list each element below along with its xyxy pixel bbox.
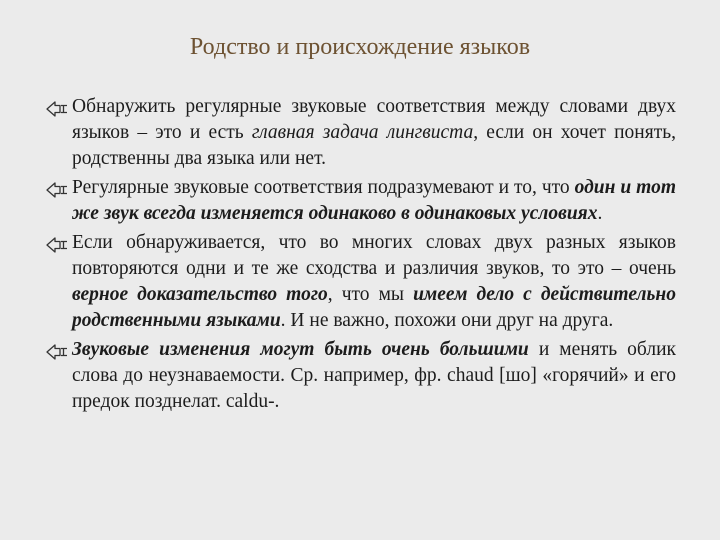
bullet-text: . [597,203,603,224]
bullet-arrow-icon [46,99,68,115]
bullet-item [46,175,676,227]
bullet-arrow-icon [46,235,68,251]
bullet-text: . И не важно, похожи они друг на друга. [280,310,614,331]
slide-title: Родство и происхождение языков [189,34,531,60]
emphasis-text: Звуковые изменения могут быть очень большими [72,339,529,360]
emphasis-text: главная задача лингвиста [251,122,474,143]
emphasis-text: один и тот же звук всегда изменяется одинаково в одинаковых условиях [72,177,677,224]
bullet-text: , если он хочет понять, родственны два языка или нет. [72,122,677,169]
emphasis-text: имеем дело с действительно родственными языками [72,284,676,331]
bullet-text: Обнаружить регулярные звуковые соответствия между словами двух языков – это и есть [72,96,676,143]
bullet-list [46,94,676,418]
bullet-arrow-icon [46,342,68,358]
bullet-text: и менять облик слова до неузнаваемости. Ср. например, фр. chaud [шо] «горячий» и его предок позднелат. caldu-. [72,339,676,412]
bullet-item [46,337,676,415]
bullet-text: Если обнаруживается, что во многих словах двух разных языков повторяются одни и те же сходства и различия звуков, то это – очень [72,232,676,279]
bullet-arrow-icon [46,180,68,196]
bullet-item [46,230,676,334]
bullet-text: , что мы [327,284,414,305]
bullet-text: Регулярные звуковые соответствия подразумевают и то, что [72,177,575,198]
emphasis-text: верное доказательство того [72,284,328,305]
bullet-item [46,94,676,172]
